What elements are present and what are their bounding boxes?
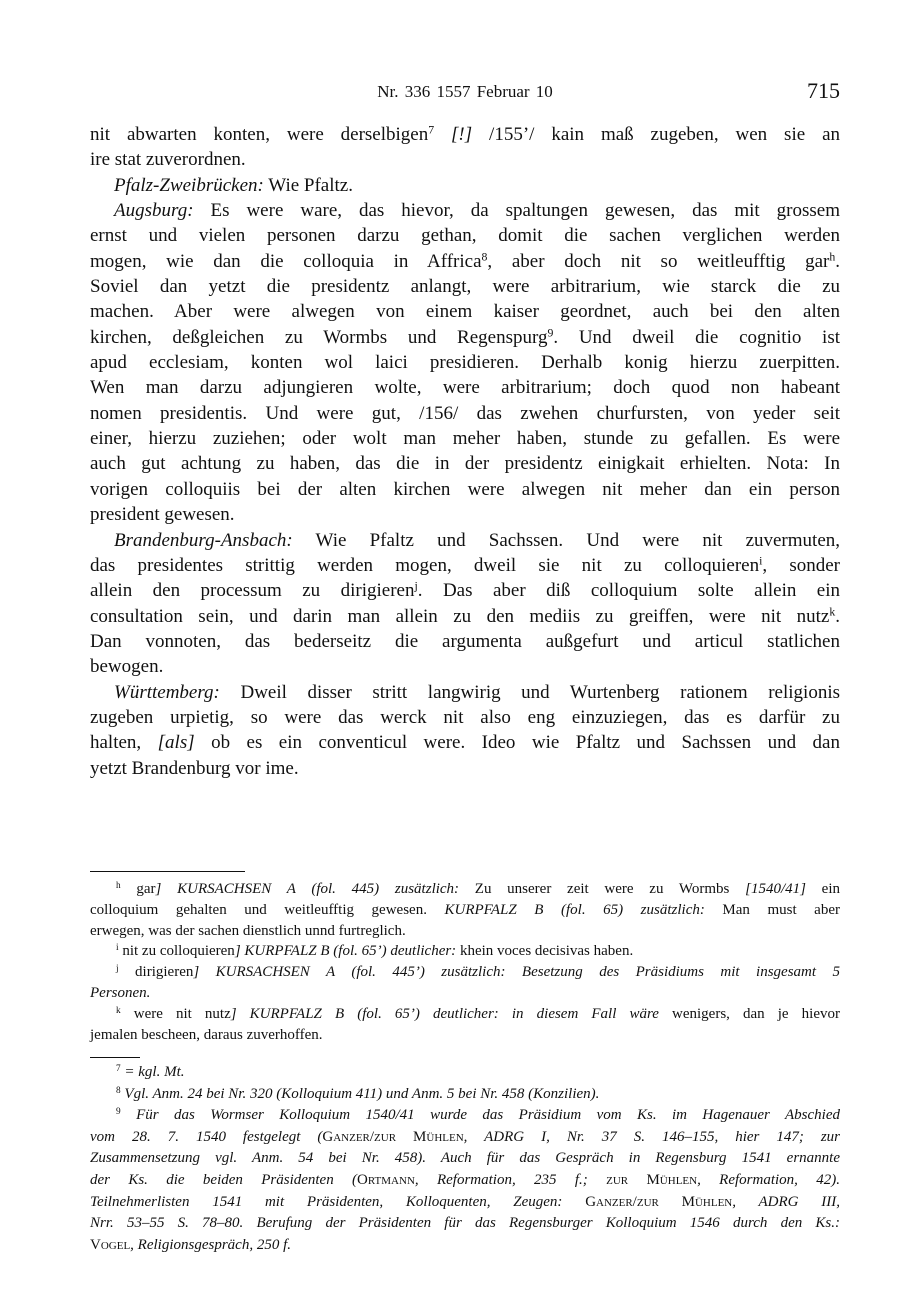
text-run: Zu unserer zeit were zu Wormbs: [459, 881, 746, 897]
text-line: [90, 629, 840, 654]
small-caps-name: zur Mühlen: [606, 1171, 698, 1188]
text-run: jemalen bescheen, daraus zuverhoffen.: [90, 1026, 323, 1043]
text-line: [90, 375, 840, 400]
text-line: [90, 451, 840, 476]
apparatus-line: [90, 962, 840, 983]
text-run: zugeben urpietig, so were das werck nit also eng einzuziegen, das es darfür zu: [90, 706, 840, 728]
apparatus-line: [90, 1025, 840, 1046]
text-run: apud ecclesiam, konten wol laici presidieren. Derhalb konig hierzu zuerpitten.: [90, 352, 840, 374]
text-run: Dweil disser stritt langwirig und Wurtenberg rationem religionis: [219, 681, 840, 703]
text-run: machen. Aber were alwegen von einem kaiser geordnet, auch bei den alten: [90, 301, 840, 323]
text-run: dirigieren: [118, 964, 194, 981]
small-caps-name: Ganzer/zur Mühlen: [322, 1128, 464, 1145]
text-line: [90, 401, 840, 426]
footnotes: [90, 1062, 840, 1256]
text-line: [90, 528, 840, 553]
text-run: Wie Pfaltz und Sachssen. Und were nit zuvermuten,: [292, 529, 840, 551]
text-line: [90, 553, 840, 578]
text-line: [90, 604, 840, 629]
text-run: Wen man darzu adjungieren wolte, were arbitrarium; doch quod non habeant: [90, 377, 840, 399]
text-run: kirchen, deßgleichen zu Wormbs und Regenspurg: [90, 326, 548, 348]
small-caps-name: Ganzer/zur Mühlen: [585, 1193, 733, 1210]
apparatus-divider: [90, 871, 245, 872]
text-run: colloquium gehalten und weitleufftig gewesen.: [90, 901, 445, 918]
note-marker: j: [116, 964, 119, 975]
text-line: [90, 299, 840, 324]
text-run: einer, hierzu zuziehen; oder wolt man meher haben, stunde zu gefallen. Es were: [90, 428, 840, 450]
note-marker: 7: [116, 1063, 121, 1074]
note-marker: k: [829, 605, 836, 619]
text-run: khein voces decisivas haben.: [456, 943, 634, 960]
italic-run: , ADRG I, Nr. 37 S. 146–155, hier 147; zur: [463, 1128, 840, 1145]
text-critical-apparatus: [90, 879, 840, 1045]
text-line: [90, 680, 840, 705]
italic-run: ] KURPFALZ B (fol. 65’) deutlicher:: [234, 943, 457, 960]
note-marker: 8: [481, 250, 488, 264]
text-run: . Und dweil die cognitio ist: [553, 326, 840, 348]
apparatus-line: [90, 1004, 840, 1025]
italic-run: Zusammensetzung vgl. Anm. 54 bei Nr. 458). Auch für das Gespräch in Regensburg 1541 ernannte: [90, 1150, 840, 1167]
text-run: nomen presidentis. Und were gut, /156/ das zwehen churfursten, von yeder seit: [90, 402, 840, 424]
italic-run: Personen.: [90, 984, 151, 1001]
text-run: ein: [805, 881, 841, 897]
italic-run: , Reformation, 42).: [697, 1171, 840, 1188]
header-title: Nr. 336 1557 Februar 10: [377, 82, 553, 101]
text-line: [90, 122, 840, 147]
note-marker: k: [116, 1005, 121, 1016]
text-run: Wie Pfaltz.: [263, 174, 353, 196]
text-line: [90, 705, 840, 730]
text-run: bewogen.: [90, 656, 164, 678]
text-run: Man must aber: [704, 901, 840, 918]
italic-run: Für das Wormser Kolloquium 1540/41 wurde das Präsidium vom Ks. im Hagenauer Abschied: [120, 1107, 840, 1124]
footnote-line: [90, 1235, 840, 1257]
footnote-line: [90, 1084, 840, 1106]
text-line: [90, 274, 840, 299]
text-run: , sonder: [762, 554, 841, 576]
note-marker: i: [759, 554, 763, 568]
text-run: gar: [120, 881, 156, 897]
text-line: [90, 426, 840, 451]
footnote-line: [90, 1213, 840, 1235]
text-line: [90, 223, 840, 248]
main-text: [90, 122, 840, 781]
text-run: ernst und vielen personen darzu gethan, domit die sachen verglichen werden: [90, 225, 840, 247]
text-line: [90, 325, 840, 350]
text-run: erwegen, was der sachen dienstlich unnd furtreglich.: [90, 922, 406, 939]
text-run: ire stat zuverordnen.: [90, 149, 246, 171]
text-run: ob es ein conventicul were. Ideo wie Pfaltz und Sachssen und dan: [194, 732, 840, 754]
note-marker: 8: [116, 1085, 121, 1096]
note-marker: i: [116, 943, 119, 954]
italic-run: Pfalz-Zweibrücken:: [114, 174, 264, 196]
footnote-line: [90, 1148, 840, 1170]
text-line: [90, 578, 840, 603]
page-number: 715: [807, 78, 840, 103]
text-line: [90, 654, 840, 679]
text-run: president gewesen.: [90, 504, 235, 526]
text-run: , aber doch nit so weitleufftig gar: [487, 250, 830, 272]
text-line: [90, 477, 840, 502]
note-marker: 7: [428, 123, 435, 137]
text-run: Soviel dan yetzt die presidentz anlangt, were arbitrarium, wie starck die zu: [90, 276, 840, 298]
italic-run: Teilnehmerlisten 1541 mit Präsidenten, Kolloquenten, Zeugen:: [90, 1193, 586, 1210]
text-line: [90, 730, 840, 755]
note-marker: j: [414, 579, 418, 593]
italic-run: ] KURSACHSEN A (fol. 445’) zusätzlich: Besetzung des Präsidiums mit insgesamt 5: [193, 964, 840, 981]
footnote-line: [90, 1127, 840, 1149]
italic-run: = kgl. Mt.: [120, 1064, 185, 1080]
text-run: nit zu colloquieren: [118, 943, 235, 960]
text-run: consultation sein, und darin man allein zu den mediis zu greiffen, were nit nutz: [90, 605, 830, 627]
footnote-line: [90, 1170, 840, 1192]
italic-run: Nrr. 53–55 S. 78–80. Berufung der Präsidenten für das Regensburger Kolloquium 1546 durch den Ks.:: [90, 1215, 840, 1232]
text-run: .: [835, 605, 840, 627]
text-line: [90, 502, 840, 527]
apparatus-line: [90, 941, 840, 962]
italic-run: Brandenburg-Ansbach:: [114, 529, 293, 551]
note-marker: h: [829, 250, 836, 264]
apparatus-line: [90, 900, 840, 921]
italic-run: Vgl. Anm. 24 bei Nr. 320 (Kolloquium 411) und Anm. 5 bei Nr. 458 (Konzilien).: [120, 1085, 600, 1102]
italic-run: , Reformation, 235 f.;: [414, 1171, 607, 1188]
small-caps-name: Vogel: [90, 1236, 131, 1253]
text-run: were nit nutz: [120, 1005, 231, 1022]
apparatus-line: [90, 983, 840, 1004]
italic-run: vom 28. 7. 1540 festgelegt (: [90, 1128, 323, 1145]
footnote-line: [90, 1192, 840, 1214]
footnote-line: [90, 1062, 840, 1084]
italic-run: , Religionsgespräch, 250 f.: [130, 1236, 291, 1253]
italic-run: Augsburg:: [114, 200, 194, 222]
text-line: [90, 147, 840, 172]
text-run: Dan vonnoten, das bederseitz die argumenta außgefurt und articul statlichen: [90, 630, 840, 652]
text-run: Es were ware, das hievor, da spaltungen gewesen, das mit grossem: [193, 200, 840, 222]
italic-run: ] KURPFALZ B (fol. 65’) deutlicher: in diesem Fall wäre: [230, 1005, 659, 1022]
small-caps-name: Ortmann: [357, 1171, 415, 1188]
apparatus-line: [90, 879, 840, 900]
italic-run: Württemberg:: [114, 681, 220, 703]
italic-run: der Ks. die beiden Präsidenten (: [90, 1171, 358, 1188]
note-marker: 9: [116, 1107, 121, 1118]
italic-run: [als]: [157, 732, 195, 754]
text-run: wenigers, dan je hievor: [658, 1005, 840, 1022]
text-run: [434, 124, 451, 145]
text-run: nit abwarten konten, were derselbigen: [90, 124, 429, 145]
text-run: halten,: [90, 732, 158, 754]
text-run: auch gut achtung zu haben, das die in der presidentz einigkait erhielten. Nota: In: [90, 453, 840, 475]
text-run: /155’/ kain maß zugeben, wen sie an: [472, 124, 840, 145]
note-marker: h: [116, 880, 121, 891]
text-run: vorigen colloquiis bei der alten kirchen were alwegen nit meher dan ein person: [90, 478, 840, 500]
running-header: [90, 80, 840, 106]
footnote-line: [90, 1105, 840, 1127]
italic-run: [!]: [451, 124, 473, 145]
italic-run: , ADRG III,: [732, 1193, 840, 1210]
text-run: allein den processum zu dirigieren: [90, 580, 415, 602]
text-run: das presidentes strittig werden mogen, dweil sie nit zu colloquieren: [90, 554, 760, 576]
text-run: yetzt Brandenburg vor ime.: [90, 757, 299, 779]
italic-run: [1540/41]: [745, 881, 806, 897]
text-run: mogen, wie dan die colloquia in Affrica: [90, 250, 482, 272]
text-run: .: [835, 250, 840, 272]
text-line: [90, 249, 840, 274]
note-marker: 9: [547, 326, 554, 340]
italic-run: ] KURSACHSEN A (fol. 445) zusätzlich:: [155, 881, 460, 897]
text-line: [90, 756, 840, 781]
text-line: [90, 173, 840, 198]
text-line: [90, 350, 840, 375]
footnotes-divider: [90, 1057, 140, 1058]
italic-run: KURPFALZ B (fol. 65) zusätzlich:: [444, 901, 705, 918]
apparatus-line: [90, 921, 840, 942]
text-run: . Das aber diß colloquium solte allein ein: [417, 580, 841, 602]
text-line: [90, 198, 840, 223]
